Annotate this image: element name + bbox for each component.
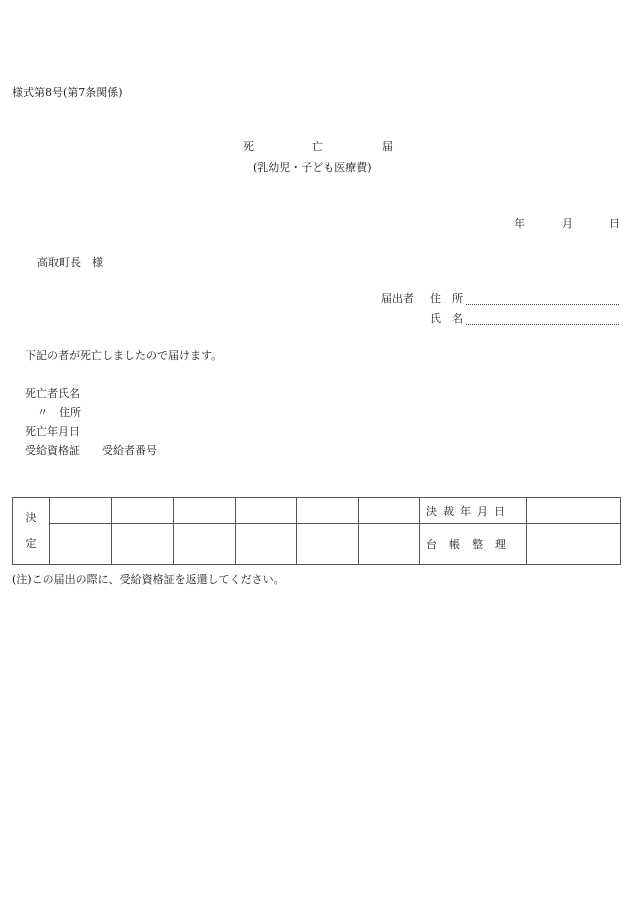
decision-label-cell bbox=[13, 498, 50, 565]
certificate-label: 受給資格証 受給者番号 bbox=[25, 444, 157, 457]
stamp-cell[interactable] bbox=[297, 524, 359, 565]
document-subtitle: (乳幼児・子ども医療費) bbox=[253, 161, 372, 174]
footnote: (注)この届出の際に、受給資格証を返還してください。 bbox=[12, 573, 285, 586]
notifier-name-field[interactable] bbox=[466, 313, 619, 325]
ledger-field[interactable] bbox=[527, 524, 621, 565]
decision-table bbox=[12, 497, 621, 565]
addressee: 高取町長 様 bbox=[37, 256, 103, 269]
stamp-cell[interactable] bbox=[236, 524, 297, 565]
date-day-label: 日 bbox=[609, 217, 620, 230]
deceased-name-label: 死亡者氏名 bbox=[25, 387, 80, 400]
stamp-cell[interactable] bbox=[112, 524, 174, 565]
notifier-address-field[interactable] bbox=[466, 293, 619, 305]
death-date-label: 死亡年月日 bbox=[25, 425, 80, 438]
stamp-cell[interactable] bbox=[174, 498, 236, 524]
date-year-label: 年 bbox=[514, 217, 525, 230]
date-month-label: 月 bbox=[562, 217, 573, 230]
notifier-name-label: 氏 名 bbox=[430, 312, 463, 325]
notifier-address-label: 住 所 bbox=[430, 292, 463, 305]
stamp-cell[interactable] bbox=[50, 524, 112, 565]
decision-date-label: 決裁年月日 bbox=[420, 498, 527, 524]
title-char-2: 亡 bbox=[312, 140, 323, 153]
statement-text: 下記の者が死亡しましたので届けます。 bbox=[25, 349, 223, 362]
stamp-cell[interactable] bbox=[50, 498, 112, 524]
decision-date-field[interactable] bbox=[527, 498, 621, 524]
stamp-cell[interactable] bbox=[297, 498, 359, 524]
deceased-address-label: 〃 住所 bbox=[37, 406, 81, 419]
stamp-cell[interactable] bbox=[174, 524, 236, 565]
stamp-cell[interactable] bbox=[359, 524, 420, 565]
form-number: 様式第8号(第7条関係) bbox=[12, 86, 123, 99]
decision-label-bottom: 定 bbox=[25, 537, 37, 550]
document-title bbox=[0, 141, 630, 155]
stamp-cell[interactable] bbox=[236, 498, 297, 524]
ledger-label: 台帳整理 bbox=[420, 524, 527, 565]
stamp-cell[interactable] bbox=[112, 498, 174, 524]
title-char-3: 届 bbox=[382, 140, 393, 153]
title-char-1: 死 bbox=[243, 140, 254, 153]
stamp-cell[interactable] bbox=[359, 498, 420, 524]
notifier-label: 届出者 bbox=[381, 292, 414, 305]
decision-label-top: 決 bbox=[25, 510, 37, 524]
